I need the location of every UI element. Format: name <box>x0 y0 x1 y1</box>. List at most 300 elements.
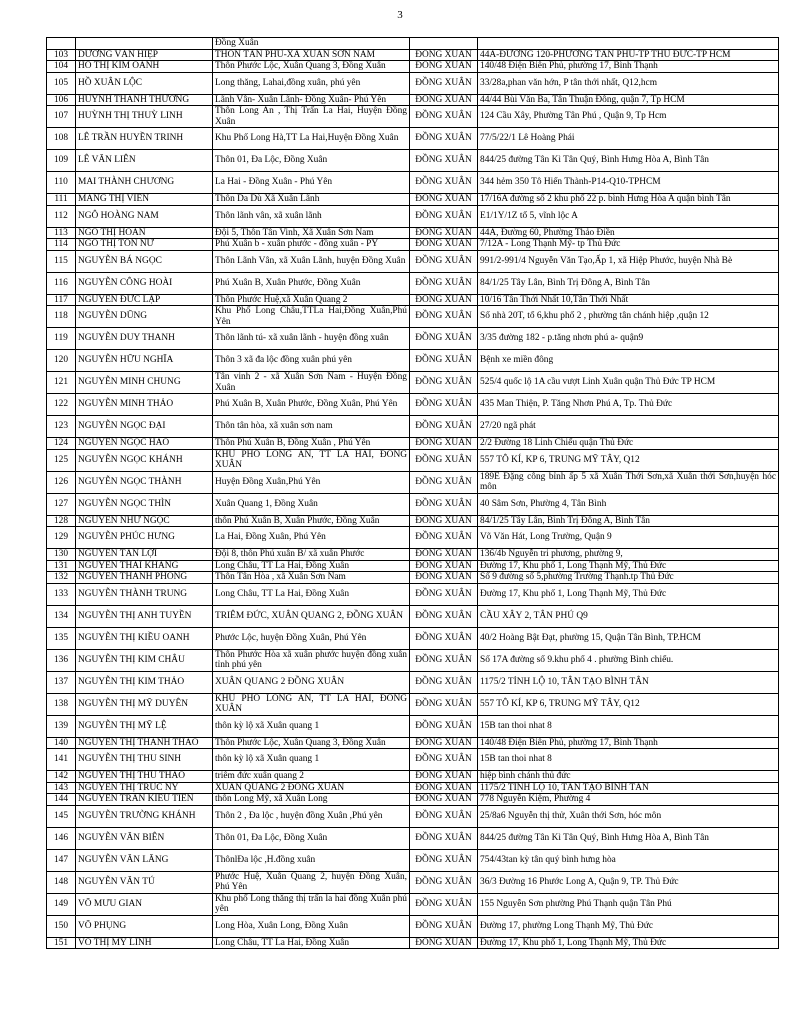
district-cell: ĐỒNG XUÂN <box>410 671 478 693</box>
district-cell: ĐỒNG XUÂN <box>410 328 478 350</box>
member-table <box>46 37 779 949</box>
row-number-cell: 110 <box>47 172 76 194</box>
table-row <box>47 649 779 671</box>
member-name-cell: NGUYỄN THÁI KHANG <box>76 560 213 572</box>
hometown-cell: Thôn Lãnh Vân, xã Xuân Lãnh, huyện Đồng Xuân <box>213 250 410 272</box>
address-cell: 2/2 Đường 18 Linh Chiểu quận Thủ Đức <box>478 438 779 450</box>
hometown-cell: thôn Long Mỹ, xã Xuân Long <box>213 794 410 806</box>
hometown-cell: Phú Xuân B, Xuân Phước, Đồng Xuân <box>213 272 410 294</box>
member-name-cell: NGUYỄN NGỌC ĐẠI <box>76 416 213 438</box>
address-cell: 10/16 Tân Thới Nhất 10,Tân Thới Nhất <box>478 294 779 306</box>
address-cell: 44/44 Bùi Văn Ba, Tân Thuận Đông, quận 7, Tp HCM <box>478 94 779 106</box>
address-cell: 189E Đặng công bỉnh ấp 5 xã Xuân Thới Sơn,xã Xuân thới Sơn,huyện hóc môn <box>478 471 779 493</box>
member-name-cell: NGUYỄN DUY THANH <box>76 328 213 350</box>
district-cell: ĐỒNG XUÂN <box>410 627 478 649</box>
member-name-cell: NGUYỄN PHÚC HƯNG <box>76 527 213 549</box>
district-cell: ĐỒNG XUÂN <box>410 737 478 749</box>
member-name-cell: NGUYỄN MINH THẢO <box>76 394 213 416</box>
hometown-cell: thôn kỳ lộ xã Xuân quang 1 <box>213 715 410 737</box>
table-row <box>47 805 779 827</box>
table-row <box>47 915 779 937</box>
district-cell: ĐỒNG XUÂN <box>410 306 478 328</box>
district-cell: ĐỒNG XUÂN <box>410 693 478 715</box>
address-cell: 557 TÔ KÍ, KP 6, TRUNG MỸ TÂY, Q12 <box>478 449 779 471</box>
district-cell: ĐỒNG XUÂN <box>410 106 478 128</box>
table-row <box>47 583 779 605</box>
hometown-cell: Thôn Phú Xuân B, Đồng Xuân , Phú Yên <box>213 438 410 450</box>
table-row <box>47 449 779 471</box>
hometown-cell: Thôn Da Dù Xã Xuân Lãnh <box>213 194 410 206</box>
table-row <box>47 871 779 893</box>
member-name-cell: VÕ MƯU GIAN <box>76 893 213 915</box>
row-number-cell: 120 <box>47 350 76 372</box>
member-name-cell: NGUYỄN TRƯỜNG KHÁNH <box>76 805 213 827</box>
table-row <box>47 328 779 350</box>
table-row <box>47 38 779 50</box>
address-cell: 754/43tan kỳ tân quý bình hưng hòa <box>478 849 779 871</box>
table-row <box>47 128 779 150</box>
district-cell: ĐỒNG XUÂN <box>410 827 478 849</box>
address-cell: Số nhà 20T, tổ 6,khu phố 2 , phường tân chánh hiệp ,quận 12 <box>478 306 779 328</box>
table-row <box>47 61 779 73</box>
hometown-cell: KHU PHỐ LONG AN, TT LA HAI, ĐỒNG XUÂN <box>213 693 410 715</box>
district-cell <box>410 38 478 50</box>
row-number-cell: 125 <box>47 449 76 471</box>
row-number-cell: 135 <box>47 627 76 649</box>
district-cell: ĐỒNG XUÂN <box>410 394 478 416</box>
table-row <box>47 372 779 394</box>
member-name-cell: NGÔ HOÀNG NAM <box>76 205 213 227</box>
table-row <box>47 693 779 715</box>
member-name-cell: MANG THỊ VIÊN <box>76 194 213 206</box>
district-cell: ĐỒNG XUÂN <box>410 128 478 150</box>
row-number-cell: 137 <box>47 671 76 693</box>
address-cell: 525/4 quốc lộ 1A cầu vượt Linh Xuân quận Thủ Đức TP HCM <box>478 372 779 394</box>
row-number-cell: 103 <box>47 49 76 61</box>
address-cell: 124 Cầu Xây, Phường Tân Phú , Quận 9, Tp Hcm <box>478 106 779 128</box>
address-cell: Bệnh xe miền đông <box>478 350 779 372</box>
hometown-cell: Đồng Xuân <box>213 38 410 50</box>
district-cell: ĐỒNG XUÂN <box>410 72 478 94</box>
hometown-cell: ThônlĐa lộc ,H.đồng xuân <box>213 849 410 871</box>
hometown-cell: Thôn 3 xã đa lộc đồng xuân phú yên <box>213 350 410 372</box>
row-number-cell: 109 <box>47 150 76 172</box>
member-name-cell: NGUYỄN VĂN LĂNG <box>76 849 213 871</box>
district-cell: ĐỒNG XUÂN <box>410 649 478 671</box>
address-cell: 84/1/25 Tây Lân, Bình Trị Đông A, Bình Tân <box>478 272 779 294</box>
address-cell: 778 Nguyễn Kiệm, Phường 4 <box>478 794 779 806</box>
table-row <box>47 849 779 871</box>
hometown-cell: thôn kỳ lộ xã Xuân quang 1 <box>213 749 410 771</box>
table-row <box>47 416 779 438</box>
member-name-cell: NGUYỄN DŨNG <box>76 306 213 328</box>
row-number-cell: 115 <box>47 250 76 272</box>
address-cell: 435 Man Thiện, P. Tăng Nhơn Phú A, Tp. Thủ Đức <box>478 394 779 416</box>
row-number-cell: 111 <box>47 194 76 206</box>
row-number-cell: 127 <box>47 493 76 515</box>
member-name-cell: LÊ VĂN LIÊN <box>76 150 213 172</box>
table-row <box>47 72 779 94</box>
member-name-cell: NGUYỄN NGỌC KHÁNH <box>76 449 213 471</box>
address-cell: 77/5/22/1 Lê Hoàng Phái <box>478 128 779 150</box>
member-name-cell: NGÔ THỊ HOÀN <box>76 227 213 239</box>
member-name-cell: VÕ PHỤNG <box>76 915 213 937</box>
district-cell: ĐỒNG XUÂN <box>410 849 478 871</box>
table-row <box>47 627 779 649</box>
member-name-cell: HỒ XUÂN LỘC <box>76 72 213 94</box>
row-number-cell: 122 <box>47 394 76 416</box>
address-cell: 3/35 đường 182 - p.tăng nhơn phú a- quận9 <box>478 328 779 350</box>
hometown-cell: Tân vinh 2 - xã Xuân Sơn Nam - Huyện Đồng Xuân <box>213 372 410 394</box>
hometown-cell: Lãnh Vân- Xuân Lãnh- Đồng Xuân- Phú Yên <box>213 94 410 106</box>
row-number-cell: 138 <box>47 693 76 715</box>
row-number-cell: 118 <box>47 306 76 328</box>
table-row <box>47 227 779 239</box>
row-number-cell: 139 <box>47 715 76 737</box>
hometown-cell: Thôn tân hòa, xã xuân sơn nam <box>213 416 410 438</box>
hometown-cell: Long Châu, TT La Hai, Đồng Xuân <box>213 560 410 572</box>
row-number-cell: 117 <box>47 294 76 306</box>
member-name-cell: NGUYỄN BÁ NGỌC <box>76 250 213 272</box>
member-name-cell: NGUYỄN HỮU NGHĨA <box>76 350 213 372</box>
member-name-cell: NGUYỄN NHƯ NGỌC <box>76 515 213 527</box>
district-cell: ĐỒNG XUÂN <box>410 49 478 61</box>
address-cell: Đường 17, Khu phố 1, Long Thạnh Mỹ, Thủ Đức <box>478 583 779 605</box>
row-number-cell: 149 <box>47 893 76 915</box>
address-cell: 27/20 ngã phát <box>478 416 779 438</box>
district-cell: ĐỒNG XUÂN <box>410 871 478 893</box>
district-cell: ĐỒNG XUÂN <box>410 205 478 227</box>
hometown-cell: Thôn 2 , Đa lộc , huyện đồng Xuân ,Phú yên <box>213 805 410 827</box>
address-cell: 40 Sâm Sơn, Phường 4, Tân Bình <box>478 493 779 515</box>
member-name-cell: NGUYỄN CÔNG HOÀI <box>76 272 213 294</box>
address-cell: 557 TÔ KÍ, KP 6, TRUNG MỸ TÂY, Q12 <box>478 693 779 715</box>
member-name-cell: NGUYỄN VĂN BIÊN <box>76 827 213 849</box>
address-cell: 36/3 Đường 16 Phước Long A, Quận 9, TP. Thủ Đức <box>478 871 779 893</box>
hometown-cell: Thôn Phước Lộc, Xuân Quang 3, Đồng Xuân <box>213 737 410 749</box>
row-number-cell: 140 <box>47 737 76 749</box>
hometown-cell: XUÂN QUANG 2 ĐỒNG XUÂN <box>213 671 410 693</box>
district-cell: ĐỒNG XUÂN <box>410 194 478 206</box>
table-row <box>47 771 779 783</box>
row-number-cell <box>47 38 76 50</box>
table-row <box>47 205 779 227</box>
member-name-cell: NGUYỄN THỊ TRÚC NY <box>76 782 213 794</box>
hometown-cell: Thôn 01, Đa Lộc, Đồng Xuân <box>213 827 410 849</box>
district-cell: ĐỒNG XUÂN <box>410 438 478 450</box>
address-cell: 15B tan thoi nhat 8 <box>478 715 779 737</box>
row-number-cell: 123 <box>47 416 76 438</box>
row-number-cell: 116 <box>47 272 76 294</box>
row-number-cell: 105 <box>47 72 76 94</box>
district-cell: ĐỒNG XUÂN <box>410 605 478 627</box>
table-row <box>47 515 779 527</box>
row-number-cell: 142 <box>47 771 76 783</box>
member-name-cell: NGUYỄN THỊ MỸ DUYÊN <box>76 693 213 715</box>
member-name-cell: NGUYỄN ĐỨC LẬP <box>76 294 213 306</box>
hometown-cell: Long Châu, TT La Hai, Đồng Xuân <box>213 583 410 605</box>
member-name-cell: NGUYỄN NGỌC THÌN <box>76 493 213 515</box>
address-cell: Đường 17, Khu phố 1, Long Thạnh Mỹ, Thủ Đức <box>478 560 779 572</box>
district-cell: ĐỒNG XUÂN <box>410 805 478 827</box>
member-name-cell: NGÔ THỊ TỐN NỮ <box>76 239 213 251</box>
table-row <box>47 49 779 61</box>
district-cell: ĐỒNG XUÂN <box>410 749 478 771</box>
page-number: 3 <box>397 9 403 21</box>
hometown-cell: THÔN TÂN PHÚ-XÃ XUÂN SƠN NAM <box>213 49 410 61</box>
hometown-cell: Phú Xuân B, Xuân Phước, Đồng Xuân, Phú Yên <box>213 394 410 416</box>
hometown-cell: triêm đức xuân quang 2 <box>213 771 410 783</box>
table-row <box>47 893 779 915</box>
table-row <box>47 306 779 328</box>
address-cell: 344 hẻm 350 Tô Hiến Thành-P14-Q10-TPHCM <box>478 172 779 194</box>
row-number-cell: 150 <box>47 915 76 937</box>
hometown-cell: KHU PHỐ LONG AN, TT LA HAI, ĐỒNG XUÂN <box>213 449 410 471</box>
row-number-cell: 114 <box>47 239 76 251</box>
member-name-cell: NGUYỄN THỊ MỸ LỆ <box>76 715 213 737</box>
district-cell: ĐỒNG XUÂN <box>410 94 478 106</box>
table-row <box>47 394 779 416</box>
member-name-cell: VÕ THỊ MỸ LINH <box>76 937 213 949</box>
member-name-cell: NGUYỄN NGỌC HẢO <box>76 438 213 450</box>
address-cell: 44A, Đường 60, Phường Thảo Điền <box>478 227 779 239</box>
table-row <box>47 782 779 794</box>
row-number-cell: 129 <box>47 527 76 549</box>
table-row <box>47 150 779 172</box>
hometown-cell: Huyện Đồng Xuân,Phú Yên <box>213 471 410 493</box>
member-name-cell: NGUYỄN THỊ THU SINH <box>76 749 213 771</box>
hometown-cell: Long thăng, Lahai,đồng xuân, phú yên <box>213 72 410 94</box>
member-name-cell: HỒ THỊ KIM OANH <box>76 61 213 73</box>
address-cell: Số 9 đường số 5,phường Trường Thạnh.tp Thủ Đức <box>478 572 779 584</box>
address-cell: 844/25 đường Tân Kì Tân Quý, Bình Hưng Hòa A, Bình Tân <box>478 150 779 172</box>
hometown-cell: thôn Phú Xuân B, Xuân Phước, Đồng Xuân <box>213 515 410 527</box>
row-number-cell: 145 <box>47 805 76 827</box>
member-name-cell: NGUYỄN THỊ ANH TUYỀN <box>76 605 213 627</box>
member-name-cell: NGUYỄN NGỌC THÀNH <box>76 471 213 493</box>
member-name-cell: NGUYỄN THỊ KIM CHÂU <box>76 649 213 671</box>
district-cell: ĐỒNG XUÂN <box>410 61 478 73</box>
table-row <box>47 106 779 128</box>
hometown-cell: Đội 5, Thôn Tân Vinh, Xã Xuân Sơn Nam <box>213 227 410 239</box>
address-cell: 844/25 đường Tân Kì Tân Quý, Bình Hưng Hòa A, Bình Tân <box>478 827 779 849</box>
hometown-cell: Xuân Quang 1, Đồng Xuân <box>213 493 410 515</box>
address-cell: Số 17A đường số 9.khu phố 4 . phường Bình chiểu. <box>478 649 779 671</box>
row-number-cell: 148 <box>47 871 76 893</box>
district-cell: ĐỒNG XUÂN <box>410 560 478 572</box>
member-name-cell: NGUYỄN THỊ THANH THẢO <box>76 737 213 749</box>
hometown-cell: Thôn lãnh vân, xã xuân lãnh <box>213 205 410 227</box>
member-name-cell: HUỲNH THỊ THUỲ LINH <box>76 106 213 128</box>
member-name-cell: NGUYỄN THÀNH TRUNG <box>76 583 213 605</box>
district-cell: ĐỒNG XUÂN <box>410 782 478 794</box>
address-cell: 1175/2 TỈNH LỘ 10, TÂN TẠO BÌNH TÂN <box>478 671 779 693</box>
district-cell: ĐỒNG XUÂN <box>410 150 478 172</box>
district-cell: ĐỒNG XUÂN <box>410 893 478 915</box>
table-row <box>47 493 779 515</box>
district-cell: ĐỒNG XUÂN <box>410 794 478 806</box>
address-cell: 140/48 Điện Biên Phủ, phường 17, Bình Thạnh <box>478 737 779 749</box>
hometown-cell: Phú Xuân b - xuân phước - đồng xuân - PY <box>213 239 410 251</box>
address-cell: 17/16A đường số 2 khu phố 22 p. bình Hưng Hòa A quận bình Tân <box>478 194 779 206</box>
hometown-cell: Long Châu, TT La Hai, Đồng Xuân <box>213 937 410 949</box>
hometown-cell: Thôn Tân Hòa , xã Xuân Sơn Nam <box>213 572 410 584</box>
table-row <box>47 749 779 771</box>
hometown-cell: Thôn lãnh tú- xã xuân lãnh - huyện đồng xuân <box>213 328 410 350</box>
district-cell: ĐỒNG XUÂN <box>410 515 478 527</box>
district-cell: ĐỒNG XUÂN <box>410 372 478 394</box>
address-cell: CẦU XÂY 2, TÂN PHÚ Q9 <box>478 605 779 627</box>
row-number-cell: 106 <box>47 94 76 106</box>
district-cell: ĐỒNG XUÂN <box>410 294 478 306</box>
district-cell: ĐỒNG XUÂN <box>410 915 478 937</box>
row-number-cell: 104 <box>47 61 76 73</box>
address-cell: Võ Văn Hát, Long Trường, Quận 9 <box>478 527 779 549</box>
hometown-cell: Thôn Phước Lộc, Xuân Quang 3, Đồng Xuân <box>213 61 410 73</box>
member-name-cell: NGUYỄN TẤN LỢI <box>76 549 213 561</box>
district-cell: ĐỒNG XUÂN <box>410 549 478 561</box>
district-cell: ĐỒNG XUÂN <box>410 416 478 438</box>
member-name-cell: NGUYỄN MINH CHUNG <box>76 372 213 394</box>
hometown-cell: La Hai, Đồng Xuân, Phú Yên <box>213 527 410 549</box>
hometown-cell: La Hai - Đồng Xuân - Phú Yên <box>213 172 410 194</box>
hometown-cell: Khu Phố Long Châu,TTLa Hai,Đồng Xuân,Phú Yên <box>213 306 410 328</box>
district-cell: ĐỒNG XUÂN <box>410 493 478 515</box>
row-number-cell: 131 <box>47 560 76 572</box>
hometown-cell: Thôn Long An , Thị Trấn La Hai, Huyện Đồng Xuân <box>213 106 410 128</box>
address-cell: 25/8a6 Nguyễn thị thử, Xuân thới Sơn, hóc môn <box>478 805 779 827</box>
row-number-cell: 136 <box>47 649 76 671</box>
table-row <box>47 605 779 627</box>
address-cell: 84/1/25 Tây Lân, Bình Trị Đông A, Bình Tân <box>478 515 779 527</box>
row-number-cell: 141 <box>47 749 76 771</box>
district-cell: ĐỒNG XUÂN <box>410 715 478 737</box>
row-number-cell: 107 <box>47 106 76 128</box>
hometown-cell: Long Hòa, Xuân Long, Đồng Xuân <box>213 915 410 937</box>
table-row <box>47 827 779 849</box>
row-number-cell: 113 <box>47 227 76 239</box>
hometown-cell: Khu phố Long thăng thị trấn la hai đồng Xuân phú yên <box>213 893 410 915</box>
table-row <box>47 94 779 106</box>
address-cell <box>478 38 779 50</box>
address-cell: 44A-ĐƯỜNG 120-PHƯỜNG TÂN PHÚ-TP THỦ ĐỨC-TP HCM <box>478 49 779 61</box>
table-body <box>47 38 779 949</box>
district-cell: ĐỒNG XUÂN <box>410 771 478 783</box>
address-cell: 1175/2 TỈNH LỘ 10, TÂN TẠO BÌNH TÂN <box>478 782 779 794</box>
member-name-cell: DƯƠNG VĂN HIỆP <box>76 49 213 61</box>
table-row <box>47 194 779 206</box>
table-row <box>47 272 779 294</box>
member-name-cell: MAI THÀNH CHƯƠNG <box>76 172 213 194</box>
table-row <box>47 172 779 194</box>
member-name-cell: NGUYỄN THỊ KIỀU OANH <box>76 627 213 649</box>
member-name-cell: HUỲNH THANH THƯƠNG <box>76 94 213 106</box>
address-cell: 40/2 Hoàng Bật Đạt, phường 15, Quận Tân Bình, TP.HCM <box>478 627 779 649</box>
member-name-cell: LÊ TRẦN HUYỀN TRINH <box>76 128 213 150</box>
table-row <box>47 671 779 693</box>
hometown-cell: Thôn Phước Huệ,xã Xuân Quang 2 <box>213 294 410 306</box>
hometown-cell: Thôn Phước Hòa xã xuân phước huyện đồng xuân tỉnh phú yên <box>213 649 410 671</box>
district-cell: ĐỒNG XUÂN <box>410 572 478 584</box>
table-row <box>47 737 779 749</box>
district-cell: ĐỒNG XUÂN <box>410 350 478 372</box>
district-cell: ĐỒNG XUÂN <box>410 471 478 493</box>
row-number-cell: 130 <box>47 549 76 561</box>
member-name-cell: NGUYỄN TRẦN KIỀU TIÊN <box>76 794 213 806</box>
hometown-cell: TRIÊM ĐỨC, XUÂN QUANG 2, ĐỒNG XUÂN <box>213 605 410 627</box>
hometown-cell: Thôn 01, Đa Lộc, Đồng Xuân <box>213 150 410 172</box>
row-number-cell: 108 <box>47 128 76 150</box>
member-name-cell: NGUYỄN THỊ THU THẢO <box>76 771 213 783</box>
table-row <box>47 715 779 737</box>
district-cell: ĐỒNG XUÂN <box>410 172 478 194</box>
row-number-cell: 133 <box>47 583 76 605</box>
table-row <box>47 438 779 450</box>
hometown-cell: Khu Phố Long Hà,TT La Hai,Huyện Đồng Xuân <box>213 128 410 150</box>
address-cell: E1/1Y/1Z tổ 5, vĩnh lộc A <box>478 205 779 227</box>
row-number-cell: 126 <box>47 471 76 493</box>
table-row <box>47 294 779 306</box>
table-row <box>47 527 779 549</box>
table-row <box>47 549 779 561</box>
district-cell: ĐỒNG XUÂN <box>410 227 478 239</box>
address-cell: 33/28a,phan văn hớn, P tân thới nhất, Q12,hcm <box>478 72 779 94</box>
row-number-cell: 121 <box>47 372 76 394</box>
row-number-cell: 119 <box>47 328 76 350</box>
address-cell: 991/2-991/4 Nguyễn Văn Tạo,Ấp 1, xã Hiệp Phước, huyện Nhà Bè <box>478 250 779 272</box>
hometown-cell: Phước Lộc, huyện Đồng Xuân, Phú Yên <box>213 627 410 649</box>
address-cell: 155 Nguyễn Sơn phường Phú Thạnh quận Tân Phú <box>478 893 779 915</box>
hometown-cell: Đội 8, thôn Phú xuân B/ xã xuân Phước <box>213 549 410 561</box>
table-row <box>47 937 779 949</box>
hometown-cell: Phước Huệ, Xuân Quang 2, huyện Đồng Xuân, Phú Yên <box>213 871 410 893</box>
address-cell: 7/12A - Long Thạnh Mỹ- tp Thủ Đức <box>478 239 779 251</box>
member-name-cell: NGUYỄN VĂN TÚ <box>76 871 213 893</box>
hometown-cell: XUÂN QUANG 2 ĐỒNG XUÂN <box>213 782 410 794</box>
address-cell: 15B tan thoi nhat 8 <box>478 749 779 771</box>
table-row <box>47 572 779 584</box>
table-row <box>47 560 779 572</box>
row-number-cell: 144 <box>47 794 76 806</box>
table-row <box>47 250 779 272</box>
address-cell: 136/4b Nguyễn tri phương, phường 9, <box>478 549 779 561</box>
district-cell: ĐỒNG XUÂN <box>410 449 478 471</box>
row-number-cell: 112 <box>47 205 76 227</box>
row-number-cell: 146 <box>47 827 76 849</box>
address-cell: Đường 17, Khu phố 1, Long Thạnh Mỹ, Thủ Đức <box>478 937 779 949</box>
member-name-cell: NGUYỄN THÀNH PHONG <box>76 572 213 584</box>
member-name-cell <box>76 38 213 50</box>
row-number-cell: 151 <box>47 937 76 949</box>
district-cell: ĐỒNG XUÂN <box>410 250 478 272</box>
row-number-cell: 132 <box>47 572 76 584</box>
table-row <box>47 471 779 493</box>
district-cell: ĐỒNG XUÂN <box>410 272 478 294</box>
district-cell: ĐỒNG XUÂN <box>410 527 478 549</box>
table-row <box>47 350 779 372</box>
member-name-cell: NGUYỄN THỊ KIM THẢO <box>76 671 213 693</box>
row-number-cell: 147 <box>47 849 76 871</box>
row-number-cell: 124 <box>47 438 76 450</box>
row-number-cell: 128 <box>47 515 76 527</box>
district-cell: ĐỒNG XUÂN <box>410 583 478 605</box>
table-row <box>47 239 779 251</box>
address-cell: 140/48 Điện Biên Phủ, phường 17, Bình Thạnh <box>478 61 779 73</box>
address-cell: Đường 17, phường Long Thạnh Mỹ, Thủ Đức <box>478 915 779 937</box>
row-number-cell: 134 <box>47 605 76 627</box>
row-number-cell: 143 <box>47 782 76 794</box>
table-row <box>47 794 779 806</box>
